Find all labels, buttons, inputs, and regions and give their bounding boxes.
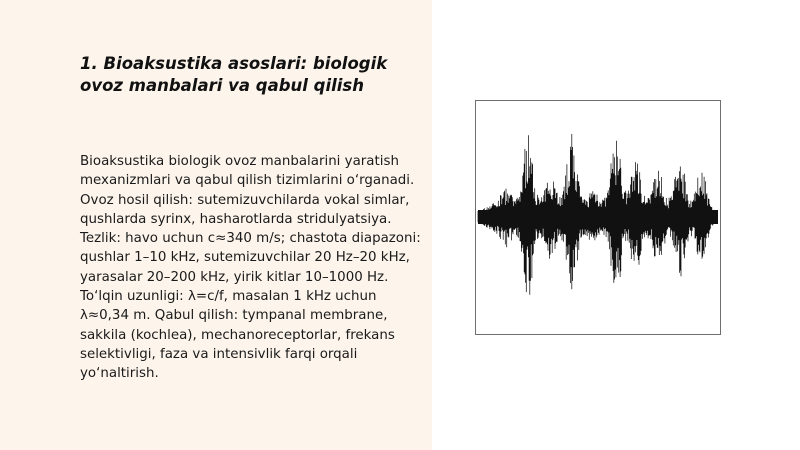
waveform-image xyxy=(476,101,720,334)
waveform-figure xyxy=(475,100,721,335)
slide-body-text: Bioaksustika biologik ovoz manbalarini yaratish mexanizmlari va qabul qilish tizimlarini o‘rganadi. Ovoz hosil qilish: sutemizuvchilarda vokal simlar, qushlarda syrinx, hasharotlarda stridulyatsiya. Tezlik: havo uchun c≈340 m/s; chastota diapazoni: qushlar 1–10 kHz, sutemizuvchilar 20 Hz–20 kHz, yarasalar 20–200 kHz, yirik kitlar 10–1000 Hz. To‘lqin uzunligi: λ=c/f, masalan 1 kHz uchun λ≈0,34 m. Qabul qilish: tympanal membrane, sakkila (kochlea), mechanoreceptorlar, frekans selektivligi, faza va intensivlik farqi orqali yo‘naltirish. xyxy=(80,154,421,382)
waveform-core-band xyxy=(478,210,718,224)
slide-title: 1. Bioaksustika asoslari: biologik ovoz manbalari va qabul qilish xyxy=(80,54,388,95)
